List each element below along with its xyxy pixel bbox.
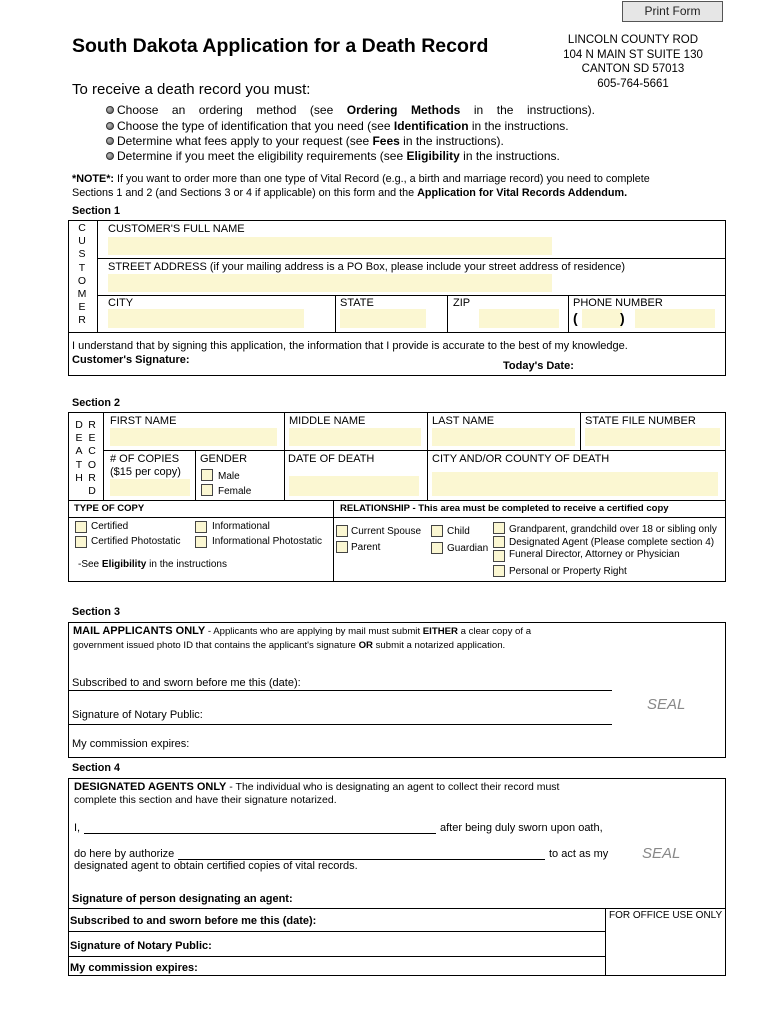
commission-label: My commission expires: xyxy=(72,738,190,750)
seal-placeholder: SEAL xyxy=(647,696,686,713)
child-label: Child xyxy=(447,526,470,537)
office-name: LINCOLN COUNTY ROD xyxy=(567,34,699,46)
attestation-text: I understand that by signing this application, the information that I provide is accurate to the best of my knowledge. xyxy=(72,340,628,352)
section-1-title: Section 1 xyxy=(72,205,121,217)
notary-signature-label: Signature of Notary Public: xyxy=(72,709,203,721)
divider xyxy=(68,517,726,518)
section-3-title: Section 3 xyxy=(72,606,121,618)
record-side-label: R E C O R D xyxy=(87,419,97,498)
divider xyxy=(97,220,98,332)
informational-label: Informational xyxy=(212,521,270,532)
notary-signature-line[interactable] xyxy=(68,724,612,725)
designator-name-line[interactable] xyxy=(84,833,436,834)
first-name-input[interactable] xyxy=(110,428,277,446)
designated-agent-text: designated agent to obtain certified copies of vital records. xyxy=(74,860,358,872)
divider xyxy=(68,931,605,932)
office-use-label: FOR OFFICE USE ONLY xyxy=(609,910,723,921)
intro-bullet-1: Choose an ordering method (see Ordering Methods in the instructions). xyxy=(117,103,595,117)
certified-checkbox[interactable] xyxy=(75,521,87,533)
intro-bullet-3: Determine what fees apply to your request (see Fees in the instructions). xyxy=(117,134,504,148)
parent-label: Parent xyxy=(351,542,381,553)
date-of-death-label: DATE OF DEATH xyxy=(288,453,375,465)
guardian-checkbox[interactable] xyxy=(431,542,443,554)
grandparent-checkbox[interactable] xyxy=(493,522,505,534)
divider xyxy=(427,412,428,500)
property-right-label: Personal or Property Right xyxy=(509,566,627,577)
gender-female-checkbox[interactable] xyxy=(201,484,213,496)
last-name-label: LAST NAME xyxy=(432,415,495,427)
intro-heading: To receive a death record you must: xyxy=(72,81,311,98)
zip-input[interactable] xyxy=(479,309,559,328)
certified-label: Certified xyxy=(91,521,129,532)
section-4-title: Section 4 xyxy=(72,762,121,774)
designator-signature-label: Signature of person designating an agent: xyxy=(72,893,293,905)
designated-agent-label: Designated Agent (Please complete section 4) xyxy=(509,537,715,548)
eligibility-note: -See Eligibility in the instructions xyxy=(78,559,227,570)
phone-area-input[interactable] xyxy=(582,309,622,328)
copies-input[interactable] xyxy=(110,479,190,496)
funeral-director-label: Funeral Director, Attorney or Physician xyxy=(509,549,680,560)
phone-label: PHONE NUMBER xyxy=(573,297,663,309)
seal-placeholder-2: SEAL xyxy=(642,845,681,862)
section-2-title: Section 2 xyxy=(72,397,121,409)
designated-agent-checkbox[interactable] xyxy=(493,536,505,548)
act-as-label: to act as my xyxy=(549,848,609,860)
city-label: CITY xyxy=(108,297,134,309)
full-name-label: CUSTOMER'S FULL NAME xyxy=(108,223,245,235)
divider xyxy=(103,450,726,451)
bullet-icon xyxy=(106,122,114,130)
middle-name-input[interactable] xyxy=(289,428,421,446)
office-address xyxy=(548,33,718,91)
first-name-label: FIRST NAME xyxy=(110,415,177,427)
parent-checkbox[interactable] xyxy=(336,541,348,553)
divider xyxy=(68,500,726,501)
intro-bullet-4: Determine if you meet the eligibility requirements (see Eligibility in the instructions. xyxy=(117,149,560,163)
state-file-number-label: STATE FILE NUMBER xyxy=(585,415,696,427)
divider xyxy=(284,412,285,500)
mail-applicants-line2: government issued photo ID that contains the applicant's signature OR submit a notarized application. xyxy=(73,640,506,651)
street-address-label: STREET ADDRESS (if your mailing address is a PO Box, please include your street address of residence) xyxy=(108,261,626,273)
phone-close-paren: ) xyxy=(620,310,625,326)
copies-price: ($15 per copy) xyxy=(110,466,181,478)
funeral-director-checkbox[interactable] xyxy=(493,550,505,562)
relationship-label: RELATIONSHIP - This area must be completed to receive a certified copy xyxy=(340,503,669,514)
bullet-icon xyxy=(106,137,114,145)
designated-agents-line2: complete this section and have their signature notarized. xyxy=(74,794,337,806)
gender-label: GENDER xyxy=(200,453,248,465)
subscribed-label: Subscribed to and sworn before me this (date): xyxy=(72,677,301,689)
informational-photostatic-label: Informational Photostatic xyxy=(212,536,323,547)
gender-male-checkbox[interactable] xyxy=(201,469,213,481)
informational-photostatic-checkbox[interactable] xyxy=(195,536,207,548)
last-name-input[interactable] xyxy=(432,428,575,446)
city-county-label: CITY AND/OR COUNTY OF DEATH xyxy=(432,453,610,465)
current-spouse-checkbox[interactable] xyxy=(336,525,348,537)
phone-open-paren: ( xyxy=(573,310,578,326)
designated-agents-heading: DESIGNATED AGENTS ONLY - The individual who is designating an agent to collect their record must xyxy=(74,781,560,793)
divider xyxy=(195,450,196,500)
death-side-label: D E A T H xyxy=(75,419,83,484)
gender-female-label: Female xyxy=(218,486,252,497)
section4-commission-label: My commission expires: xyxy=(70,962,198,974)
note-line-2: Sections 1 and 2 (and Sections 3 or 4 if applicable) on this form and the Application for Vital Records Addendum. xyxy=(72,187,628,199)
customer-side-label: C U S T O M E R xyxy=(77,222,87,327)
divider xyxy=(447,295,448,332)
street-address-input[interactable] xyxy=(108,274,552,292)
city-county-input[interactable] xyxy=(432,472,718,496)
divider xyxy=(97,295,726,296)
office-street: 104 N MAIN ST SUITE 130 xyxy=(563,48,703,61)
divider xyxy=(605,908,606,976)
state-label: STATE xyxy=(340,297,374,309)
divider xyxy=(68,908,726,909)
form-title: South Dakota Application for a Death Record xyxy=(72,35,489,57)
bullet-icon xyxy=(106,152,114,160)
divider xyxy=(97,258,726,259)
note-line-1: *NOTE*: If you want to order more than one type of Vital Record (e.g., a birth and marriage record) you need to complete xyxy=(72,173,650,185)
phone-number-input[interactable] xyxy=(635,309,715,328)
certified-photostatic-label: Certified Photostatic xyxy=(91,536,181,547)
divider xyxy=(580,412,581,450)
guardian-label: Guardian xyxy=(447,543,489,554)
state-input[interactable] xyxy=(340,309,426,328)
customer-signature-label: Customer's Signature: xyxy=(72,354,190,366)
certified-photostatic-checkbox[interactable] xyxy=(75,536,87,548)
authorize-label: do here by authorize xyxy=(74,848,175,860)
divider xyxy=(568,295,569,332)
gender-male-label: Male xyxy=(218,471,240,482)
divider xyxy=(333,500,334,582)
informational-checkbox[interactable] xyxy=(195,521,207,533)
mail-applicants-heading: MAIL APPLICANTS ONLY - Applicants who are applying by mail must submit EITHER a clear copy of a xyxy=(73,625,532,637)
zip-label: ZIP xyxy=(453,297,471,309)
office-phone: 605-764-5661 xyxy=(597,77,669,90)
property-right-checkbox[interactable] xyxy=(493,565,505,577)
divider xyxy=(103,412,104,500)
divider xyxy=(335,295,336,332)
grandparent-label: Grandparent, grandchild over 18 or sibling only xyxy=(509,524,717,535)
middle-name-label: MIDDLE NAME xyxy=(289,415,366,427)
i-label: I, xyxy=(74,822,81,834)
office-city: CANTON SD 57013 xyxy=(581,63,685,75)
bullet-icon xyxy=(106,106,114,114)
city-input[interactable] xyxy=(108,309,304,328)
state-file-number-input[interactable] xyxy=(585,428,720,446)
type-of-copy-label: TYPE OF COPY xyxy=(74,503,145,514)
print-form-button[interactable]: Print Form xyxy=(622,1,723,22)
subscribed-line[interactable] xyxy=(68,690,612,691)
divider xyxy=(68,956,605,957)
section4-notary-label: Signature of Notary Public: xyxy=(70,940,212,952)
todays-date-label: Today's Date: xyxy=(503,360,574,372)
full-name-input[interactable] xyxy=(108,237,552,255)
child-checkbox[interactable] xyxy=(431,525,443,537)
current-spouse-label: Current Spouse xyxy=(351,526,422,537)
copies-label: # OF COPIES xyxy=(110,453,180,465)
divider xyxy=(68,332,726,333)
section4-subscribed-label: Subscribed to and sworn before me this (date): xyxy=(70,915,317,927)
sworn-label: after being duly sworn upon oath, xyxy=(440,822,603,834)
intro-bullet-2: Choose the type of identification that you need (see Identification in the instructions. xyxy=(117,119,569,133)
date-of-death-input[interactable] xyxy=(289,476,419,496)
